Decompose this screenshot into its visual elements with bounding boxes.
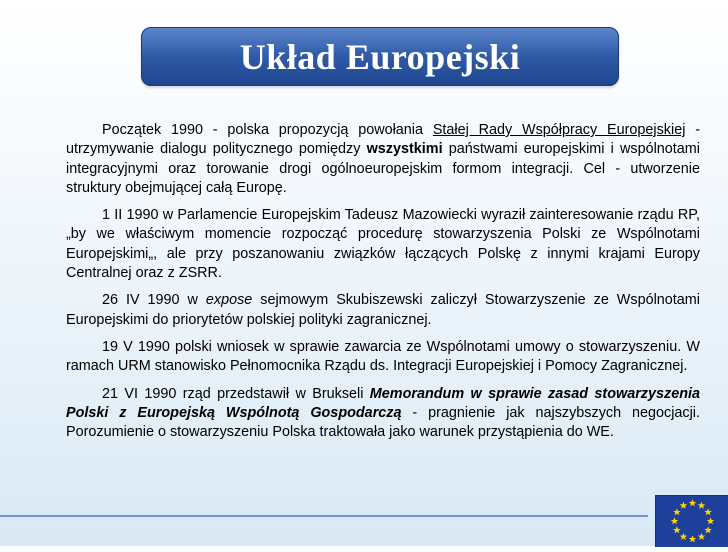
council-link[interactable]: Stałej Rady Współpracy Europejskiej xyxy=(432,122,686,138)
star-icon xyxy=(673,508,681,515)
paragraph-1-text-a: Początek 1990 - polska propozycją powołania xyxy=(102,122,433,138)
star-icon xyxy=(671,517,679,524)
star-icon xyxy=(680,502,688,509)
eu-flag-icon xyxy=(655,495,728,547)
star-icon xyxy=(698,502,706,509)
paragraph-1-text-b: - utrzymywanie dialogu politycznego pomiędzy xyxy=(66,122,700,158)
paragraph-3 xyxy=(66,291,700,330)
paragraph-5 xyxy=(66,385,700,443)
star-icon xyxy=(698,533,706,540)
star-icon xyxy=(673,526,681,533)
title-banner xyxy=(141,27,619,86)
paragraph-5-text-a: 21 VI 1990 rząd przedstawił w Brukseli xyxy=(102,385,370,402)
paragraph-3-text-b: sejmowym Skubiszewski zaliczył Stowarzyszenie ze Wspólnotami Europejskimi do priorytetów polskiej polityki zagranicznej. xyxy=(66,292,700,328)
paragraph-3-italic: expose xyxy=(205,292,253,309)
slide-content xyxy=(66,121,700,450)
star-icon xyxy=(707,517,715,524)
paragraph-4: 19 V 1990 polski wniosek w sprawie zawarcia ze Wspólnotami umowy o stowarzyszeniu. W ramach URM stanowisko Pełnomocnika Rządu ds. Integracji Europejskiej i Pomocy Zagranicznej. xyxy=(66,338,700,375)
footer-divider xyxy=(0,515,648,517)
star-icon xyxy=(689,499,697,506)
paragraph-3-text-a: 26 IV 1990 w xyxy=(102,292,206,309)
star-icon xyxy=(704,526,712,533)
paragraph-2: 1 II 1990 w Parlamencie Europejskim Tadeusz Mazowiecki wyraził zainteresowanie rządu RP, „by we właściwym momencie rozpocząć procedurę stowarzyszenia Polski ze Wspólnotami Europejskimi„, ale przy poszanowaniu związków łączących Polskę z innymi krajami Europy Centralnej oraz z ZSRR. xyxy=(66,207,700,282)
eu-flag-stars xyxy=(656,496,728,547)
star-icon xyxy=(680,533,688,540)
paragraph-1 xyxy=(66,121,700,198)
star-icon xyxy=(689,535,697,542)
slide-title: Układ Europejski xyxy=(239,36,521,77)
paragraph-1-text-c: państwami europejskimi i wspólnotami integracyjnymi oraz torowanie drogi ogólnoeuropejskim formom integracji. Cel - utworzenie struktury obejmującej całą Europę. xyxy=(66,141,700,196)
paragraph-1-bold: wszystkimi xyxy=(366,141,443,158)
star-icon xyxy=(704,508,712,515)
memorandum-title: Memorandum w sprawie zasad stowarzyszenia Polski z Europejską Wspólnotą Gospodarczą xyxy=(66,385,701,421)
paragraph-5-text-b: - pragnienie jak najszybszych negocjacji. Porozumienie o stowarzyszeniu Polska traktowała jako warunek przystąpienia do WE. xyxy=(66,404,700,441)
